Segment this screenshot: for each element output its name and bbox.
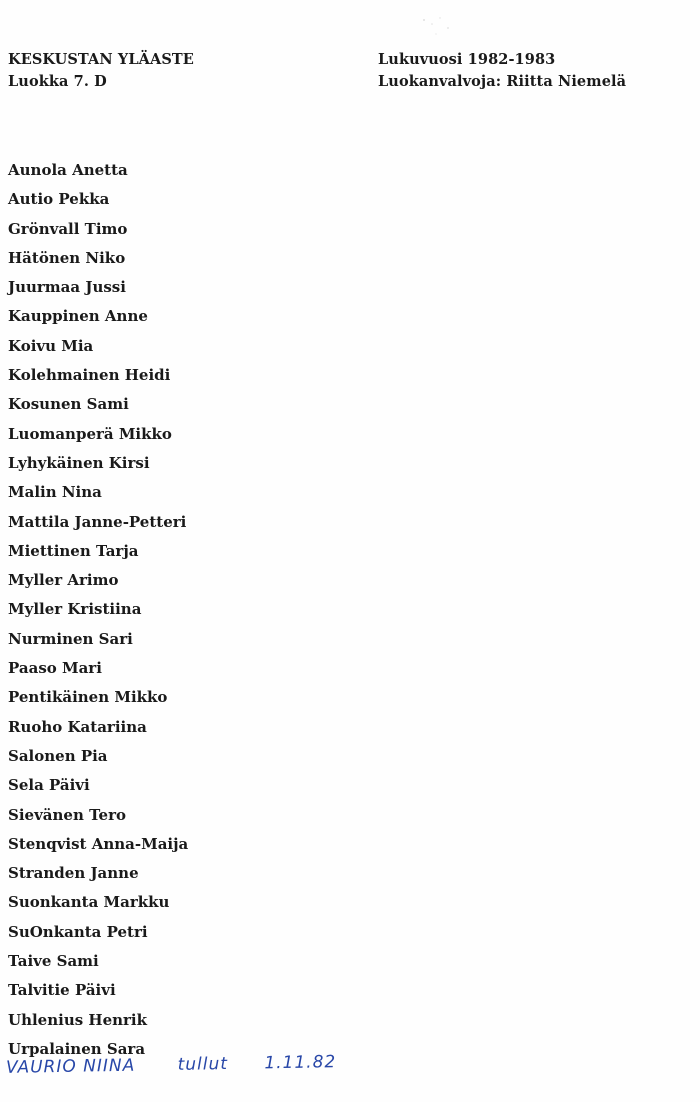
student-name: Myller Kristiina [8,600,142,619]
student-name: Grönvall Timo [8,219,128,238]
class-supervisor: Luokanvalvoja: Riitta Niemelä [378,73,627,90]
student-name: Ruoho Katariina [8,717,147,736]
student-name: Kolehmainen Heidi [8,366,171,385]
class-label: Luokka 7. D [8,73,107,90]
student-name: Hätönen Niko [8,248,126,267]
scan-speck [418,14,458,44]
student-name: Kauppinen Anne [8,307,148,326]
student-name: Lyhykäinen Kirsi [8,453,150,472]
student-name: Miettinen Tarja [8,541,139,560]
handwritten-note: tullut [177,1054,229,1075]
student-name: Malin Nina [8,483,102,502]
student-name: Myller Arimo [8,571,119,590]
student-name: Stenqvist Anna-Maija [8,834,189,853]
student-name: Juurmaa Jussi [8,278,126,297]
student-name: Luomanperä Mikko [8,424,172,443]
handwritten-name: VAURIO NIINA [5,1055,136,1078]
student-name: Autio Pekka [8,190,110,209]
student-name: SuOnkanta Petri [8,922,148,941]
student-name: Stranden Janne [8,864,139,883]
student-name: Urpalainen Sara [8,1039,146,1058]
student-name: Paaso Mari [8,659,102,678]
student-name: Koivu Mia [8,336,94,355]
header-right [378,49,626,93]
student-name: Aunola Anetta [8,161,128,179]
student-name: Kosunen Sami [8,395,129,414]
school-name: KESKUSTAN YLÄASTE [8,51,194,68]
student-name: Suonkanta Markku [8,893,170,912]
school-year: Lukuvuosi 1982-1983 [378,51,556,68]
header-left [8,49,194,93]
student-list [8,159,188,1067]
handwritten-date: 1.11.82 [264,1052,337,1074]
student-name: Uhlenius Henrik [8,1010,148,1029]
student-name: Mattila Janne-Petteri [8,512,187,531]
student-name: Talvitie Päivi [8,981,116,1000]
student-name: Nurminen Sari [8,629,133,648]
student-name: Taive Sami [8,952,99,971]
student-name: Sela Päivi [8,776,90,795]
student-name: Sievänen Tero [8,805,126,824]
student-name: Pentikäinen Mikko [8,688,168,707]
student-name: Salonen Pia [8,746,108,765]
